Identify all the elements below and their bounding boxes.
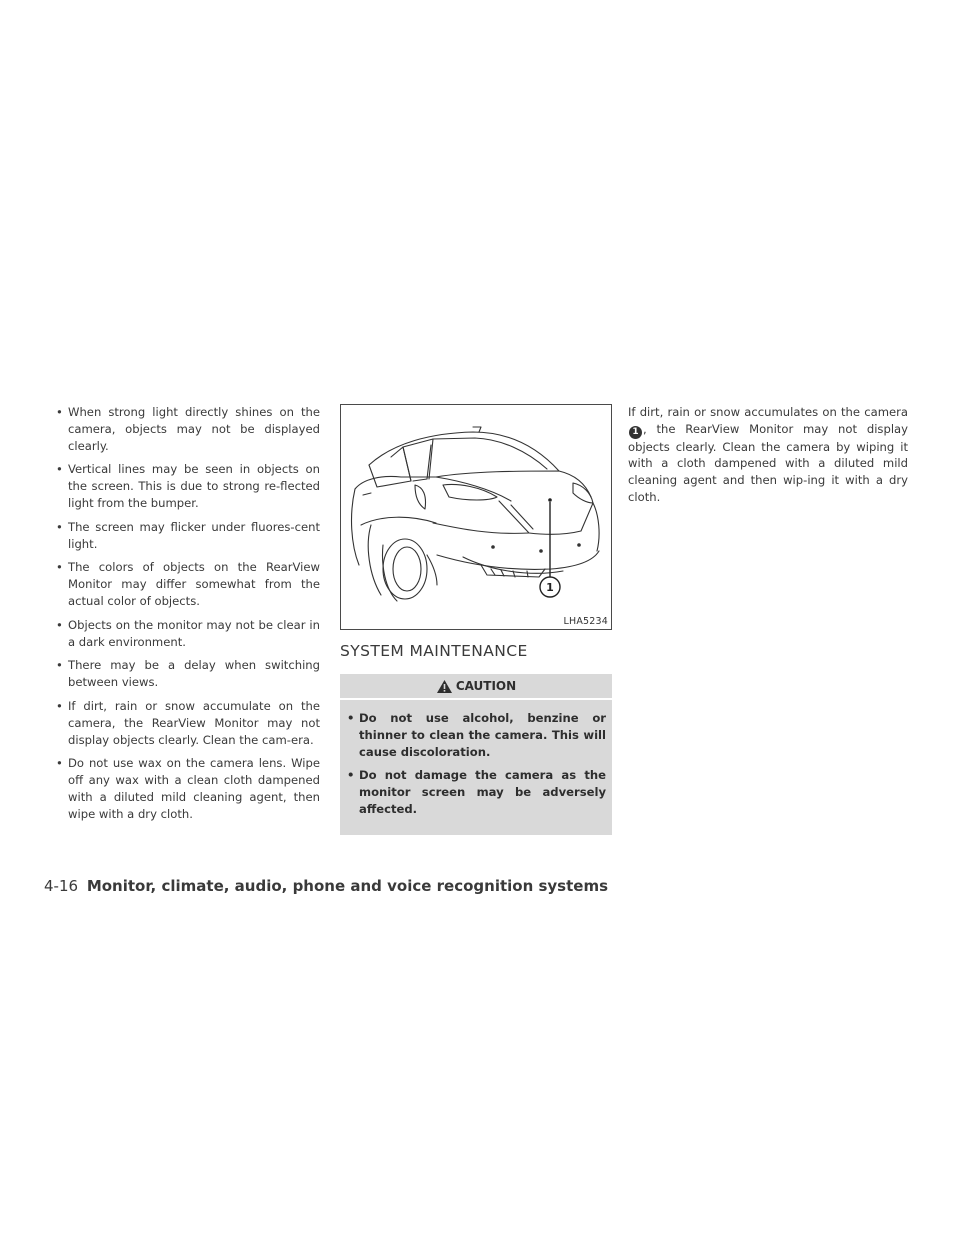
list-item: • There may be a delay when switching between views. (55, 657, 320, 691)
page-number: 4-16 (44, 877, 79, 895)
list-item: • If dirt, rain or snow accumulate on the camera, the RearView Monitor may not display objects clearly. Clean the cam-era. (55, 698, 320, 748)
caution-title: CAUTION (455, 679, 517, 693)
caution-body (340, 700, 612, 835)
page-footer (44, 877, 608, 895)
list-item: • Do not damage the camera as the monitor screen may be adversely affected. (346, 767, 606, 817)
middle-column (340, 404, 612, 835)
list-item: • The screen may flicker under fluores-cent light. (55, 519, 320, 553)
paragraph-text-start: If dirt, rain or snow accumulates on the camera (628, 405, 908, 419)
list-item: • Vertical lines may be seen in objects on the screen. This is due to strong re-flected light from the bumper. (55, 461, 320, 511)
caution-list (346, 710, 606, 818)
callout-marker: 1 (629, 426, 642, 439)
caution-box (340, 674, 612, 835)
chapter-title: Monitor, climate, audio, phone and voice recognition systems (86, 877, 609, 895)
right-column (628, 404, 908, 506)
figure-code: LHA5234 (563, 616, 608, 627)
left-column (55, 404, 320, 830)
car-rear-view-illustration (341, 405, 611, 629)
warning-triangle-icon (436, 679, 453, 694)
car-rear-figure (340, 404, 612, 630)
figure-callout: 1 (546, 581, 554, 594)
caution-header (340, 674, 612, 700)
list-item: • When strong light directly shines on the camera, objects may not be displayed clearly. (55, 404, 320, 454)
list-item: • The colors of objects on the RearView Monitor may differ somewhat from the actual color of objects. (55, 559, 320, 609)
list-item: • Do not use alcohol, benzine or thinner to clean the camera. This will cause discoloration. (346, 710, 606, 760)
maintenance-paragraph (628, 404, 908, 506)
list-item: • Do not use wax on the camera lens. Wipe off any wax with a clean cloth dampened with a diluted mild cleaning agent, then wipe with a dry cloth. (55, 755, 320, 822)
section-heading: SYSTEM MAINTENANCE (340, 642, 528, 660)
paragraph-text-end: , the RearView Monitor may not display objects clearly. Clean the camera by wiping it with a cloth dampened with a diluted mild cleaning agent and then wip-ing it with a dry cloth. (628, 421, 908, 505)
limitations-list (55, 404, 320, 823)
list-item: • Objects on the monitor may not be clear in a dark environment. (55, 617, 320, 651)
